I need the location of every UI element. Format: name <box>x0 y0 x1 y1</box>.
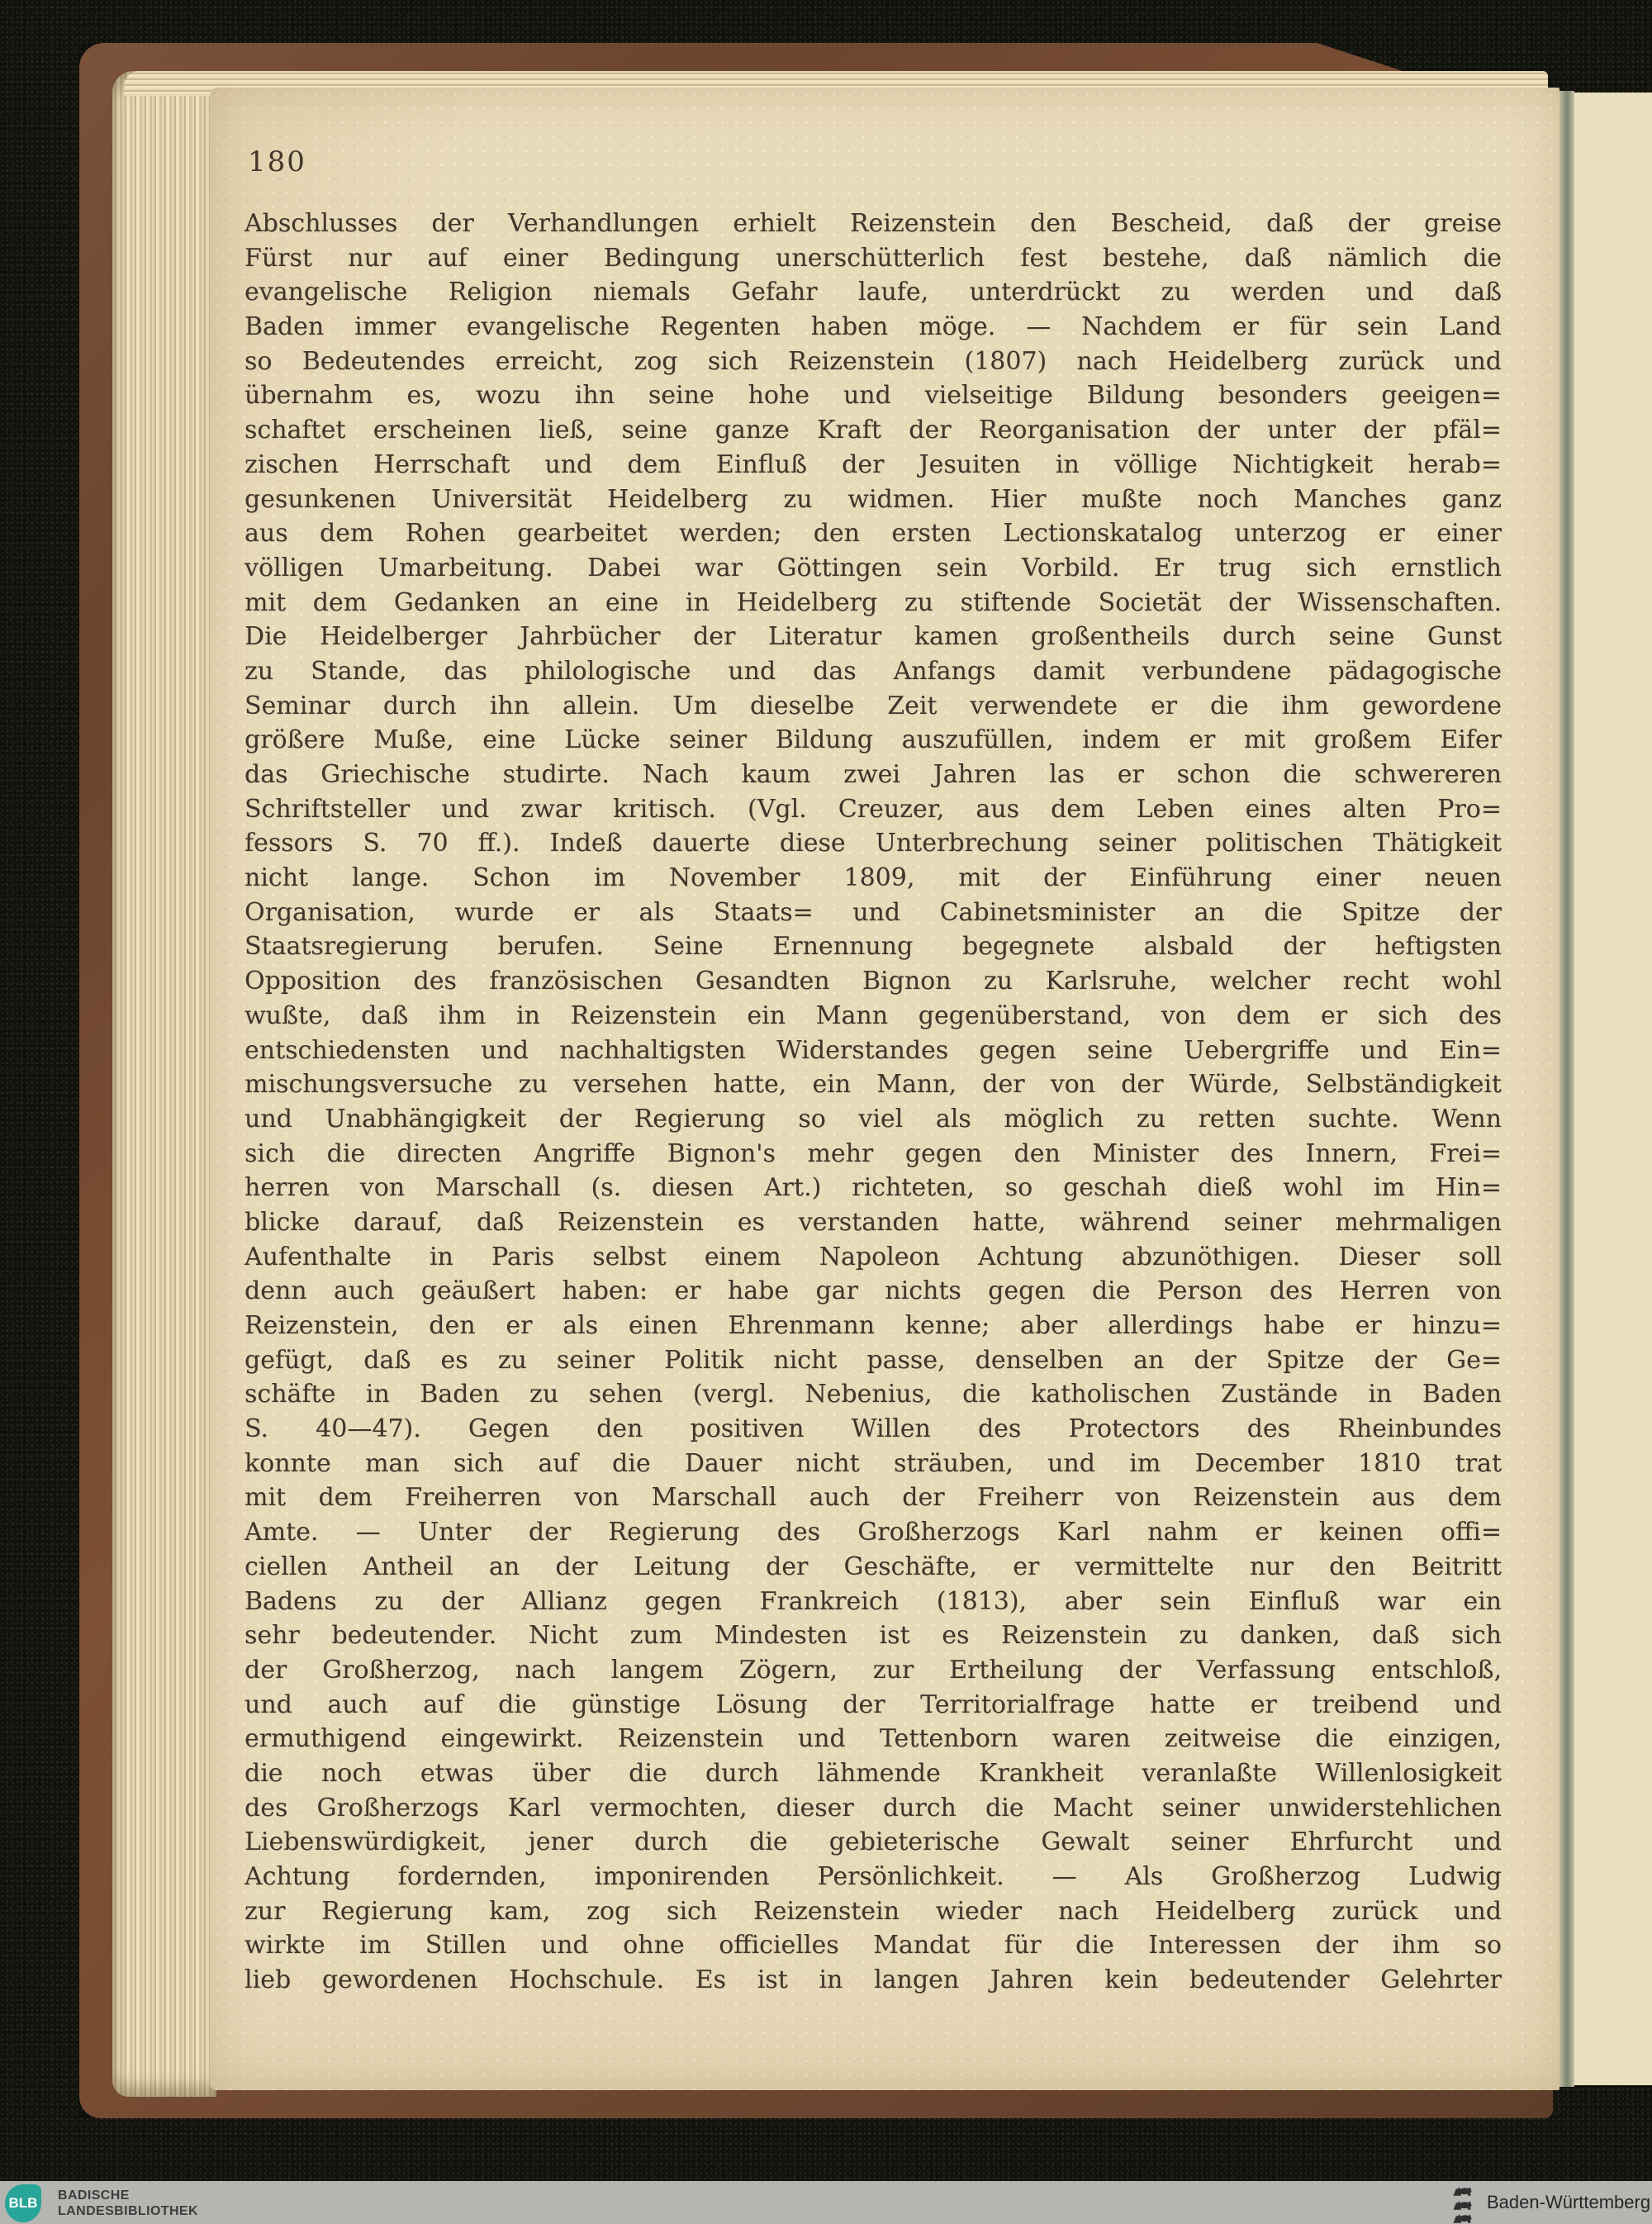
text-line: gesunkenen Universität Heidelberg zu widmen. Hier mußte noch Manches ganz <box>244 484 1502 514</box>
text-line: schäfte in Baden zu sehen (vergl. Nebenius, die katholischen Zustände in Baden <box>244 1380 1502 1409</box>
blb-logo-text <box>58 2188 198 2219</box>
blb-name-line2: LANDESBIBLIOTHEK <box>58 2204 198 2218</box>
text-line: so Bedeutendes erreicht, zog sich Reizenstein (1807) nach Heidelberg zurück und <box>244 346 1502 376</box>
text-line: evangelische Religion niemals Gefahr laufe, unterdrückt zu werden und daß <box>244 278 1502 307</box>
text-line: blicke darauf, daß Reizenstein es verstanden hatte, während seiner mehrmaligen <box>244 1207 1502 1237</box>
text-line: sich die directen Angriffe Bignon's mehr gegen den Minister des Innern, Frei= <box>244 1138 1502 1168</box>
text-line: ermuthigend eingewirkt. Reizenstein und Tettenborn waren zeitweise die einzigen, <box>244 1724 1502 1754</box>
text-line: völligen Umarbeitung. Dabei war Göttingen sein Vorbild. Er trug sich ernstlich <box>244 553 1502 582</box>
text-line: Abschlusses der Verhandlungen erhielt Reizenstein den Bescheid, daß der greise <box>244 209 1502 238</box>
page-gutter <box>1559 91 1574 2087</box>
text-line: zur Regierung kam, zog sich Reizenstein wieder nach Heidelberg zurück und <box>244 1896 1502 1926</box>
text-line: Liebenswürdigkeit, jener durch die gebieterische Gewalt seiner Ehrfurcht und <box>244 1827 1502 1857</box>
text-line: Achtung fordernden, imponirenden Persönlichkeit. — Als Großherzog Ludwig <box>244 1862 1502 1891</box>
text-line: Reizenstein, den er als einen Ehrenmann kenne; aber allerdings habe er hinzu= <box>244 1311 1502 1340</box>
text-line: zischen Herrschaft und dem Einfluß der Jesuiten in völlige Nichtigkeit herab= <box>244 449 1502 479</box>
text-line: Baden immer evangelische Regenten haben möge. — Nachdem er für sein Land <box>244 312 1502 342</box>
text-line: Organisation, wurde er als Staats= und Cabinetsminister an die Spitze der <box>244 897 1502 927</box>
text-line: Amte. — Unter der Regierung des Großherzogs Karl nahm er keinen offi= <box>244 1518 1502 1547</box>
text-line: sehr bedeutender. Nicht zum Mindesten ist es Reizenstein zu danken, daß sich <box>244 1621 1502 1651</box>
text-line: Badens zu der Allianz gegen Frankreich (1813), aber sein Einfluß war ein <box>244 1586 1502 1616</box>
page-edges-left <box>112 71 216 2097</box>
text-line: entschiedensten und nachhaltigsten Widerstandes gegen seine Uebergriffe und Ein= <box>244 1035 1502 1065</box>
bw-coat-of-arms-icon <box>1452 2184 1477 2224</box>
text-line: Opposition des französischen Gesandten Bignon zu Karlsruhe, welcher recht wohl <box>244 967 1502 996</box>
text-line: Staatsregierung berufen. Seine Ernennung begegnete alsbald der heftigsten <box>244 932 1502 962</box>
text-line: fessors S. 70 ff.). Indeß dauerte diese Unterbrechung seiner politischen Thätigkeit <box>244 829 1502 858</box>
text-line: nicht lange. Schon im November 1809, mit der Einführung einer neuen <box>244 863 1502 893</box>
text-line: mit dem Gedanken an eine in Heidelberg zu stiftende Societät der Wissenschaften. <box>244 587 1502 617</box>
text-line: herren von Marschall (s. diesen Art.) richteten, so geschah dieß wohl im Hin= <box>244 1173 1502 1203</box>
blb-logo-badge <box>5 2184 41 2222</box>
footer-bar <box>0 2181 1652 2224</box>
bw-label: Baden-Württemberg <box>1487 2192 1651 2212</box>
facing-page <box>1574 93 1652 2085</box>
blb-name-line1: BADISCHE <box>58 2188 130 2203</box>
text-line: Die Heidelberger Jahrbücher der Literatur kamen großentheils durch seine Gunst <box>244 622 1502 652</box>
text-line: das Griechische studirte. Nach kaum zwei Jahren las er schon die schwereren <box>244 760 1502 789</box>
page-text <box>244 207 1502 1998</box>
text-line: der Großherzog, nach langem Zögern, zur Ertheilung der Verfassung entschloß, <box>244 1655 1502 1685</box>
text-line: konnte man sich auf die Dauer nicht sträuben, und im December 1810 trat <box>244 1448 1502 1478</box>
text-line: und auch auf die günstige Lösung der Territorialfrage hatte er treibend und <box>244 1689 1502 1719</box>
text-line: schaftet erscheinen ließ, seine ganze Kraft der Reorganisation der unter der pfäl= <box>244 416 1502 445</box>
text-line: gefügt, daß es zu seiner Politik nicht passe, denselben an der Spitze der Ge= <box>244 1345 1502 1375</box>
text-line: aus dem Rohen gearbeitet werden; den ersten Lectionskatalog unterzog er einer <box>244 519 1502 549</box>
text-line: S. 40—47). Gegen den positiven Willen des Protectors des Rheinbundes <box>244 1414 1502 1444</box>
text-line: lieb gewordenen Hochschule. Es ist in langen Jahren kein bedeutender Gelehrter <box>244 1965 1502 1995</box>
text-line: und Unabhängigkeit der Regierung so viel als möglich zu retten suchte. Wenn <box>244 1104 1502 1133</box>
text-line: ciellen Antheil an der Leitung der Geschäfte, er vermittelte nur den Beitritt <box>244 1552 1502 1581</box>
text-line: des Großherzogs Karl vermochten, dieser durch die Macht seiner unwiderstehlichen <box>244 1793 1502 1822</box>
text-line: übernahm es, wozu ihn seine hohe und vielseitige Bildung besonders geeigen= <box>244 381 1502 411</box>
text-line: wirkte im Stillen und ohne officielles Mandat für die Interessen der ihm so <box>244 1931 1502 1960</box>
text-line: Aufenthalte in Paris selbst einem Napoleon Achtung abzunöthigen. Dieser soll <box>244 1242 1502 1271</box>
text-line: mischungsversuche zu versehen hatte, ein Mann, der von der Würde, Selbständigkeit <box>244 1070 1502 1100</box>
page-number: 180 <box>248 145 306 178</box>
blb-badge-label: BLB <box>8 2195 38 2211</box>
text-line: wußte, daß ihm in Reizenstein ein Mann gegenüberstand, von dem er sich des <box>244 1000 1502 1030</box>
text-line: größere Muße, eine Lücke seiner Bildung auszufüllen, indem er mit großem Eifer <box>244 725 1502 755</box>
text-line: die noch etwas über die durch lähmende Krankheit veranlaßte Willenlosigkeit <box>244 1758 1502 1788</box>
text-line: zu Stande, das philologische und das Anfangs damit verbundene pädagogische <box>244 656 1502 686</box>
text-line: Seminar durch ihn allein. Um dieselbe Zeit verwendete er die ihm gewordene <box>244 691 1502 720</box>
text-line: denn auch geäußert haben: er habe gar nichts gegen die Person des Herren von <box>244 1276 1502 1306</box>
text-line: Fürst nur auf einer Bedingung unerschütterlich fest bestehe, daß nämlich die <box>244 243 1502 273</box>
text-line: mit dem Freiherren von Marschall auch der Freiherr von Reizenstein aus dem <box>244 1483 1502 1513</box>
text-line: Schriftsteller und zwar kritisch. (Vgl. Creuzer, aus dem Leben eines alten Pro= <box>244 794 1502 824</box>
